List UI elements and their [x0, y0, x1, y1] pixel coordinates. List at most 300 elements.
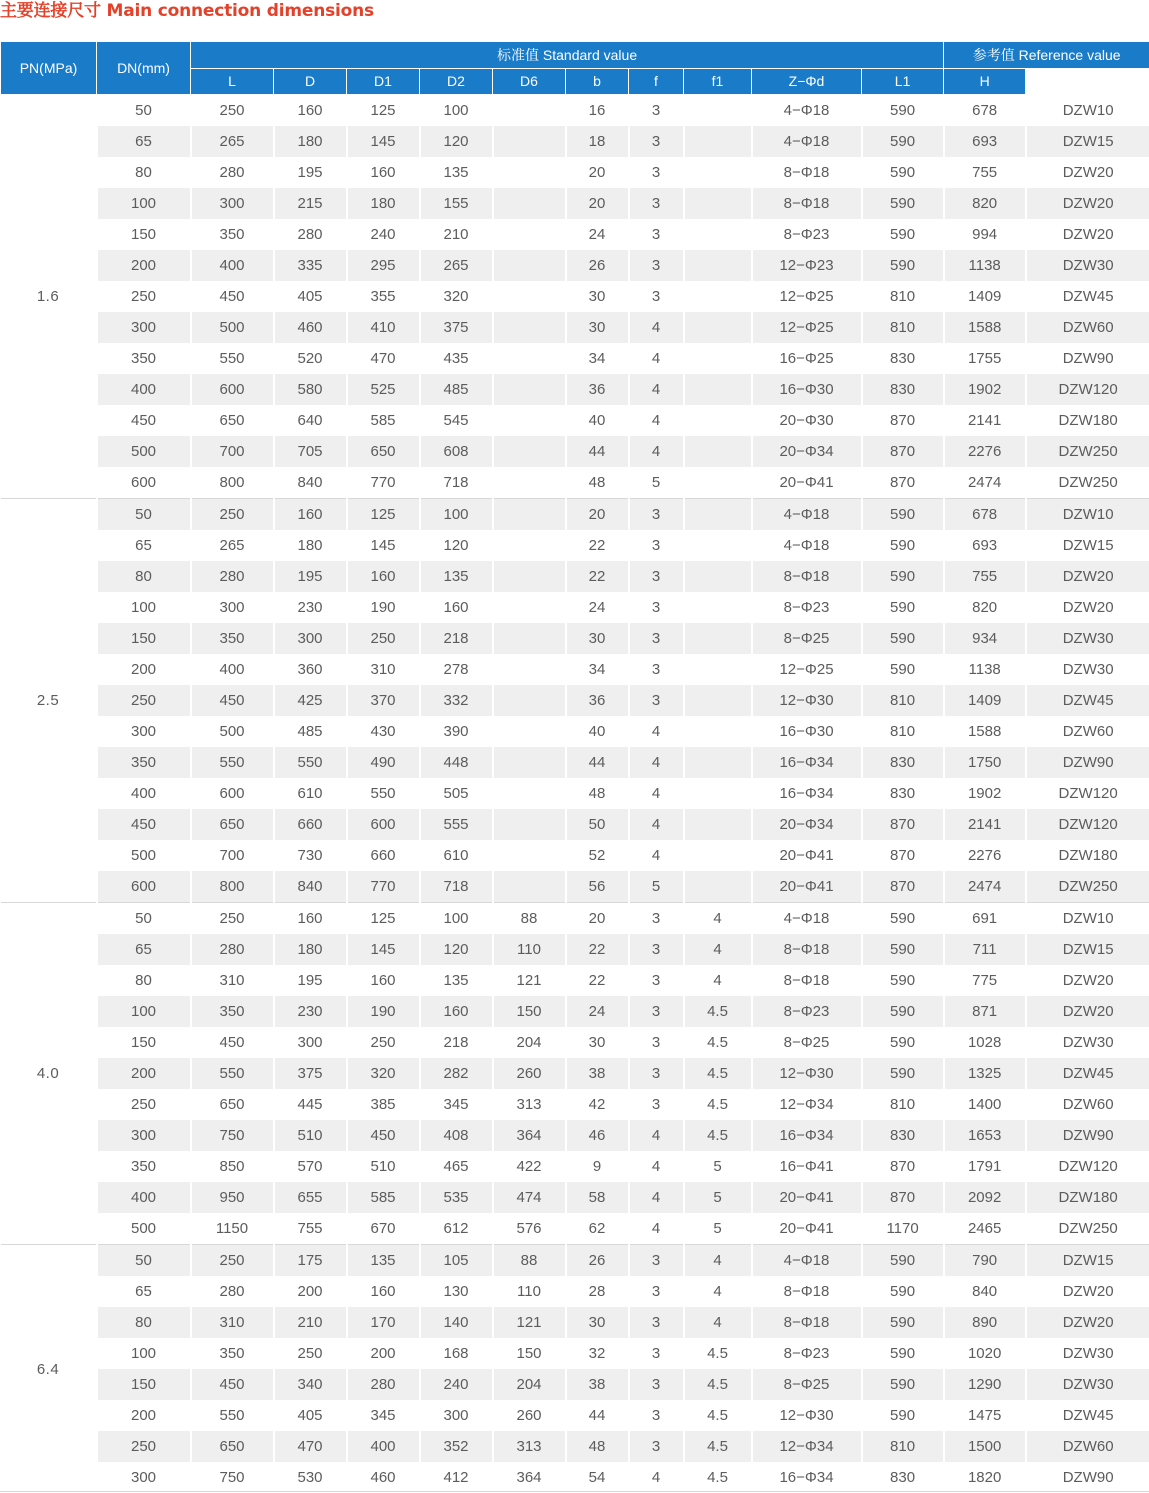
table-row	[1, 1151, 1149, 1182]
column-header: L	[191, 69, 274, 95]
table-cell: 16−Φ34	[752, 1120, 862, 1151]
table-cell: 300	[97, 1462, 191, 1493]
table-row	[1, 778, 1149, 809]
table-cell: 180	[274, 934, 347, 965]
table-cell: 4	[629, 1120, 684, 1151]
table-cell: 12−Φ34	[752, 1431, 862, 1462]
bottom-divider	[0, 1491, 1149, 1492]
table-cell: DZW10	[1026, 903, 1149, 935]
table-cell: 450	[191, 685, 274, 716]
header-standard-value: 标准值 Standard value	[191, 42, 944, 69]
table-cell: 678	[944, 95, 1026, 127]
table-cell: 3	[629, 965, 684, 996]
table-cell: DZW250	[1058, 1220, 1118, 1237]
table-cell: 125	[347, 903, 420, 935]
table-cell: 840	[274, 871, 347, 903]
table-cell: 5	[629, 467, 684, 499]
table-cell: 2141	[944, 809, 1026, 840]
table-cell: 608	[420, 436, 493, 467]
table-cell: 590	[862, 499, 944, 531]
table-cell: 30	[566, 1027, 629, 1058]
table-cell	[684, 747, 752, 778]
table-cell	[493, 747, 566, 778]
table-cell: 4.5	[684, 996, 752, 1027]
table-cell: 8−Φ23	[752, 592, 862, 623]
table-cell: 1820	[944, 1462, 1026, 1493]
table-cell: 474	[493, 1182, 566, 1213]
table-cell: 34	[566, 654, 629, 685]
table-cell: 4	[629, 778, 684, 809]
table-cell: 460	[347, 1462, 420, 1493]
table-cell: 280	[274, 219, 347, 250]
table-cell	[493, 561, 566, 592]
table-cell: 640	[274, 405, 347, 436]
table-cell: 80	[97, 965, 191, 996]
table-cell: DZW15	[1026, 1245, 1149, 1277]
table-cell: 100	[420, 95, 493, 127]
table-cell: 16	[566, 95, 629, 127]
table-cell: 3	[629, 1245, 684, 1277]
table-cell: 3	[629, 561, 684, 592]
table-cell: 3	[629, 499, 684, 531]
table-cell: 590	[862, 250, 944, 281]
table-cell: 3	[629, 685, 684, 716]
table-cell	[493, 623, 566, 654]
table-cell: 350	[191, 1338, 274, 1369]
table-cell	[493, 157, 566, 188]
table-cell: DZW30	[1026, 250, 1149, 281]
table-cell: 4−Φ18	[752, 95, 862, 127]
table-cell: 4−Φ18	[752, 1245, 862, 1277]
table-cell: 100	[97, 996, 191, 1027]
table-cell: 1791	[944, 1151, 1026, 1182]
table-cell: 485	[420, 374, 493, 405]
table-cell: 3	[629, 654, 684, 685]
table-cell: DZW45	[1062, 288, 1114, 305]
table-cell: 200	[97, 1058, 191, 1089]
table-cell: 300	[97, 312, 191, 343]
table-cell: 50	[97, 1245, 191, 1277]
table-cell: 1750	[944, 747, 1026, 778]
table-cell: 755	[944, 561, 1026, 592]
table-cell: 775	[944, 965, 1026, 996]
table-cell: 18	[566, 126, 629, 157]
table-cell: 12−Φ30	[752, 1400, 862, 1431]
table-cell: 20	[566, 157, 629, 188]
table-cell: 4−Φ18	[752, 126, 862, 157]
table-cell: 313	[493, 1431, 566, 1462]
table-row	[1, 716, 1149, 747]
table-cell: 105	[420, 1245, 493, 1277]
table-cell: 40	[566, 716, 629, 747]
table-cell: 135	[347, 1245, 420, 1277]
table-cell	[493, 871, 566, 903]
table-cell: 693	[944, 530, 1026, 561]
table-cell	[684, 405, 752, 436]
table-cell: 345	[347, 1400, 420, 1431]
table-cell: 535	[420, 1182, 493, 1213]
table-cell: 50	[97, 95, 191, 127]
table-cell: 120	[420, 126, 493, 157]
table-cell: 600	[97, 467, 191, 499]
table-cell: 550	[191, 343, 274, 374]
table-cell: 8−Φ25	[752, 623, 862, 654]
table-cell: 28	[566, 1276, 629, 1307]
table-cell: 3	[629, 1400, 684, 1431]
table-row	[1, 747, 1149, 778]
table-cell: 340	[274, 1369, 347, 1400]
table-cell: 155	[420, 188, 493, 219]
table-cell	[684, 436, 752, 467]
table-cell: 2276	[944, 840, 1026, 871]
table-cell: 44	[566, 1400, 629, 1431]
column-header: D	[274, 69, 347, 95]
table-cell: 4	[629, 747, 684, 778]
table-cell: 22	[566, 934, 629, 965]
table-cell: 550	[347, 778, 420, 809]
table-cell: 870	[862, 809, 944, 840]
table-cell: 422	[493, 1151, 566, 1182]
table-cell: 110	[493, 1276, 566, 1307]
table-cell: 38	[566, 1058, 629, 1089]
table-cell: 12−Φ25	[752, 312, 862, 343]
table-cell: 485	[274, 716, 347, 747]
dimensions-table	[0, 41, 1149, 1493]
table-cell: 16−Φ34	[752, 778, 862, 809]
table-cell: 5	[629, 871, 684, 903]
table-cell: 590	[862, 188, 944, 219]
table-cell: 4	[684, 1307, 752, 1338]
table-cell: 300	[97, 716, 191, 747]
table-cell: 20	[566, 188, 629, 219]
table-cell: DZW45	[1026, 685, 1149, 716]
table-cell: 30	[566, 1307, 629, 1338]
table-cell: 260	[493, 1058, 566, 1089]
table-cell: 2474	[944, 871, 1026, 903]
table-cell: 120	[420, 530, 493, 561]
table-cell: 610	[420, 840, 493, 871]
column-header: b	[566, 69, 629, 95]
table-cell: 4	[629, 716, 684, 747]
table-cell	[684, 343, 752, 374]
table-cell: 950	[191, 1182, 274, 1213]
table-cell: 280	[191, 561, 274, 592]
column-header: D1	[347, 69, 420, 95]
table-cell: 4	[629, 1151, 684, 1182]
table-cell: 810	[862, 281, 944, 312]
table-cell: 870	[862, 871, 944, 903]
table-row	[1, 1027, 1149, 1058]
table-cell: DZW20	[1062, 226, 1114, 243]
table-cell: 375	[420, 312, 493, 343]
table-cell: 48	[566, 467, 629, 499]
pn-group-cell: 2.5	[1, 499, 97, 903]
table-cell: 44	[566, 747, 629, 778]
table-cell: 121	[493, 1307, 566, 1338]
table-cell: 150	[97, 623, 191, 654]
table-cell: 352	[420, 1431, 493, 1462]
table-cell: 135	[420, 561, 493, 592]
table-cell: 230	[274, 996, 347, 1027]
table-cell: 195	[274, 965, 347, 996]
table-cell: 170	[347, 1307, 420, 1338]
table-cell	[493, 126, 566, 157]
table-cell: 4	[629, 809, 684, 840]
table-row	[1, 281, 1149, 312]
table-cell: 20−Φ41	[752, 1182, 862, 1213]
table-cell	[684, 219, 752, 250]
table-cell: 65	[97, 530, 191, 561]
table-cell: 2474	[944, 467, 1026, 499]
table-cell: 218	[420, 1027, 493, 1058]
table-cell: 20−Φ30	[752, 405, 862, 436]
table-cell: 500	[97, 436, 191, 467]
table-cell: 16−Φ30	[752, 374, 862, 405]
table-cell: 100	[420, 903, 493, 935]
table-cell: 820	[944, 188, 1026, 219]
table-cell: 590	[862, 903, 944, 935]
table-cell: 3	[629, 188, 684, 219]
table-cell: 530	[274, 1462, 347, 1493]
table-cell: 180	[347, 188, 420, 219]
table-cell: 4−Φ18	[752, 530, 862, 561]
column-header: f	[629, 69, 684, 95]
table-cell: DZW20	[1062, 972, 1114, 989]
table-cell: 830	[862, 374, 944, 405]
table-cell: 20−Φ41	[752, 1213, 862, 1245]
table-cell: 590	[862, 1027, 944, 1058]
table-cell: 168	[420, 1338, 493, 1369]
table-cell: DZW30	[1062, 1345, 1114, 1362]
table-cell: 145	[347, 126, 420, 157]
header-reference-value: 参考值 Reference value	[944, 42, 1149, 69]
table-cell: 3	[629, 530, 684, 561]
table-row	[1, 1431, 1149, 1462]
table-cell: 934	[944, 623, 1026, 654]
table-cell: 1028	[944, 1027, 1026, 1058]
table-cell: 840	[274, 467, 347, 499]
table-cell: DZW30	[1062, 1034, 1114, 1051]
table-cell: DZW30	[1062, 661, 1114, 678]
table-cell: 8−Φ18	[752, 1307, 862, 1338]
table-cell: 1653	[944, 1120, 1026, 1151]
table-cell: 370	[347, 685, 420, 716]
table-cell: 4	[684, 903, 752, 935]
table-cell: 12−Φ30	[752, 685, 862, 716]
table-cell: DZW10	[1062, 101, 1114, 119]
table-cell	[493, 654, 566, 685]
table-cell	[684, 623, 752, 654]
table-cell: 335	[274, 250, 347, 281]
table-cell: 4	[629, 840, 684, 871]
column-header: L1	[862, 69, 944, 95]
table-cell: 16−Φ30	[752, 716, 862, 747]
table-cell	[684, 778, 752, 809]
table-cell: 200	[97, 654, 191, 685]
table-cell: 590	[862, 934, 944, 965]
table-cell: DZW20	[1062, 1283, 1114, 1300]
table-cell: 600	[97, 871, 191, 903]
table-cell: DZW45	[1026, 1058, 1149, 1089]
table-cell: 210	[420, 219, 493, 250]
table-cell: 278	[420, 654, 493, 685]
table-cell: 820	[944, 592, 1026, 623]
table-cell: DZW60	[1026, 1431, 1149, 1462]
table-cell: 550	[191, 1058, 274, 1089]
table-cell: 800	[191, 467, 274, 499]
table-cell: 600	[191, 374, 274, 405]
table-cell: 26	[566, 1245, 629, 1277]
table-cell: 590	[862, 1338, 944, 1369]
table-cell: DZW15	[1026, 934, 1149, 965]
table-cell	[684, 840, 752, 871]
table-cell: DZW250	[1058, 474, 1118, 491]
table-cell: 160	[274, 499, 347, 531]
table-cell	[493, 281, 566, 312]
table-cell: 590	[862, 561, 944, 592]
table-cell: 4	[684, 1276, 752, 1307]
table-row	[1, 1058, 1149, 1089]
table-cell: 450	[97, 809, 191, 840]
table-cell: 180	[274, 126, 347, 157]
table-cell: 660	[274, 809, 347, 840]
table-cell: 50	[97, 499, 191, 531]
table-cell: 770	[347, 467, 420, 499]
table-cell: 590	[862, 654, 944, 685]
table-cell	[684, 188, 752, 219]
table-cell: 300	[420, 1400, 493, 1431]
table-cell: DZW120	[1058, 785, 1118, 802]
table-cell: DZW90	[1026, 1120, 1149, 1151]
table-cell: 718	[420, 467, 493, 499]
table-cell: 30	[566, 281, 629, 312]
table-cell: 425	[274, 685, 347, 716]
table-row	[1, 1182, 1149, 1213]
table-cell: 250	[191, 1245, 274, 1277]
table-cell: 405	[274, 1400, 347, 1431]
table-cell: 550	[191, 747, 274, 778]
table-cell: 4.5	[684, 1400, 752, 1431]
table-cell: 830	[862, 1120, 944, 1151]
table-cell: 2276	[944, 436, 1026, 467]
table-cell: DZW15	[1062, 537, 1114, 554]
table-cell: 20−Φ34	[752, 436, 862, 467]
table-cell: 711	[944, 934, 1026, 965]
table-cell: 295	[347, 250, 420, 281]
table-row	[1, 157, 1149, 188]
table-cell: 890	[944, 1307, 1026, 1338]
table-cell: 280	[347, 1369, 420, 1400]
table-cell: 250	[97, 685, 191, 716]
table-cell: 332	[420, 685, 493, 716]
table-cell	[684, 654, 752, 685]
table-cell: 160	[347, 561, 420, 592]
table-cell: DZW120	[1058, 1158, 1118, 1175]
table-cell: 12−Φ25	[752, 281, 862, 312]
table-cell: 16−Φ34	[752, 1462, 862, 1493]
table-cell: 500	[97, 840, 191, 871]
table-cell: 350	[191, 996, 274, 1027]
table-cell: 4	[629, 405, 684, 436]
table-cell: 260	[493, 1400, 566, 1431]
table-cell: DZW90	[1062, 350, 1114, 367]
table-cell: 4−Φ18	[752, 499, 862, 531]
table-cell: 1020	[944, 1338, 1026, 1369]
pn-group-cell: 4.0	[1, 903, 97, 1245]
table-cell: 850	[191, 1151, 274, 1182]
table-cell: 5	[684, 1182, 752, 1213]
table-cell: 350	[97, 1151, 191, 1182]
table-cell: 800	[191, 871, 274, 903]
table-cell: 50	[97, 903, 191, 935]
table-cell	[684, 281, 752, 312]
table-cell	[493, 840, 566, 871]
table-cell: 700	[191, 436, 274, 467]
table-cell: 691	[944, 903, 1026, 935]
table-cell: 125	[347, 499, 420, 531]
table-cell: 1400	[944, 1089, 1026, 1120]
table-cell	[493, 343, 566, 374]
table-cell: 8−Φ25	[752, 1369, 862, 1400]
table-cell: 570	[274, 1151, 347, 1182]
table-cell: 150	[97, 1027, 191, 1058]
table-cell: DZW120	[1026, 374, 1149, 405]
table-cell: 140	[420, 1307, 493, 1338]
page-title: 主要连接尺寸 Main connection dimensions	[0, 1, 374, 21]
table-cell: 810	[862, 312, 944, 343]
table-cell: 430	[347, 716, 420, 747]
table-cell	[493, 405, 566, 436]
table-cell: 320	[347, 1058, 420, 1089]
table-cell: 135	[420, 965, 493, 996]
table-cell: 121	[493, 965, 566, 996]
table-cell: 204	[493, 1369, 566, 1400]
table-cell: 810	[862, 1431, 944, 1462]
table-cell: 4	[684, 934, 752, 965]
table-cell: 830	[862, 1462, 944, 1493]
table-cell: 830	[862, 343, 944, 374]
table-cell: 65	[97, 934, 191, 965]
table-cell: 100	[97, 188, 191, 219]
table-cell: 550	[274, 747, 347, 778]
table-cell: 1588	[944, 716, 1026, 747]
table-cell: 125	[347, 95, 420, 127]
table-cell: 520	[274, 343, 347, 374]
table-cell: 8−Φ23	[752, 219, 862, 250]
table-cell: 175	[274, 1245, 347, 1277]
table-cell	[684, 592, 752, 623]
table-cell: 3	[629, 1027, 684, 1058]
table-cell: 3	[629, 219, 684, 250]
table-cell: 20−Φ34	[752, 809, 862, 840]
table-cell: 3	[629, 996, 684, 1027]
table-cell: 1170	[862, 1213, 944, 1245]
column-header: D6	[493, 69, 566, 95]
table-cell: 750	[191, 1120, 274, 1151]
table-cell: 4	[684, 1245, 752, 1277]
table-cell: 190	[347, 996, 420, 1027]
table-cell: 590	[862, 996, 944, 1027]
table-cell: 250	[274, 1338, 347, 1369]
table-cell: 32	[566, 1338, 629, 1369]
table-cell: 3	[629, 623, 684, 654]
table-cell: 830	[862, 747, 944, 778]
table-cell: 435	[420, 343, 493, 374]
table-cell: 585	[347, 405, 420, 436]
table-cell: 240	[347, 219, 420, 250]
table-cell: 465	[420, 1151, 493, 1182]
table-row	[1, 188, 1149, 219]
